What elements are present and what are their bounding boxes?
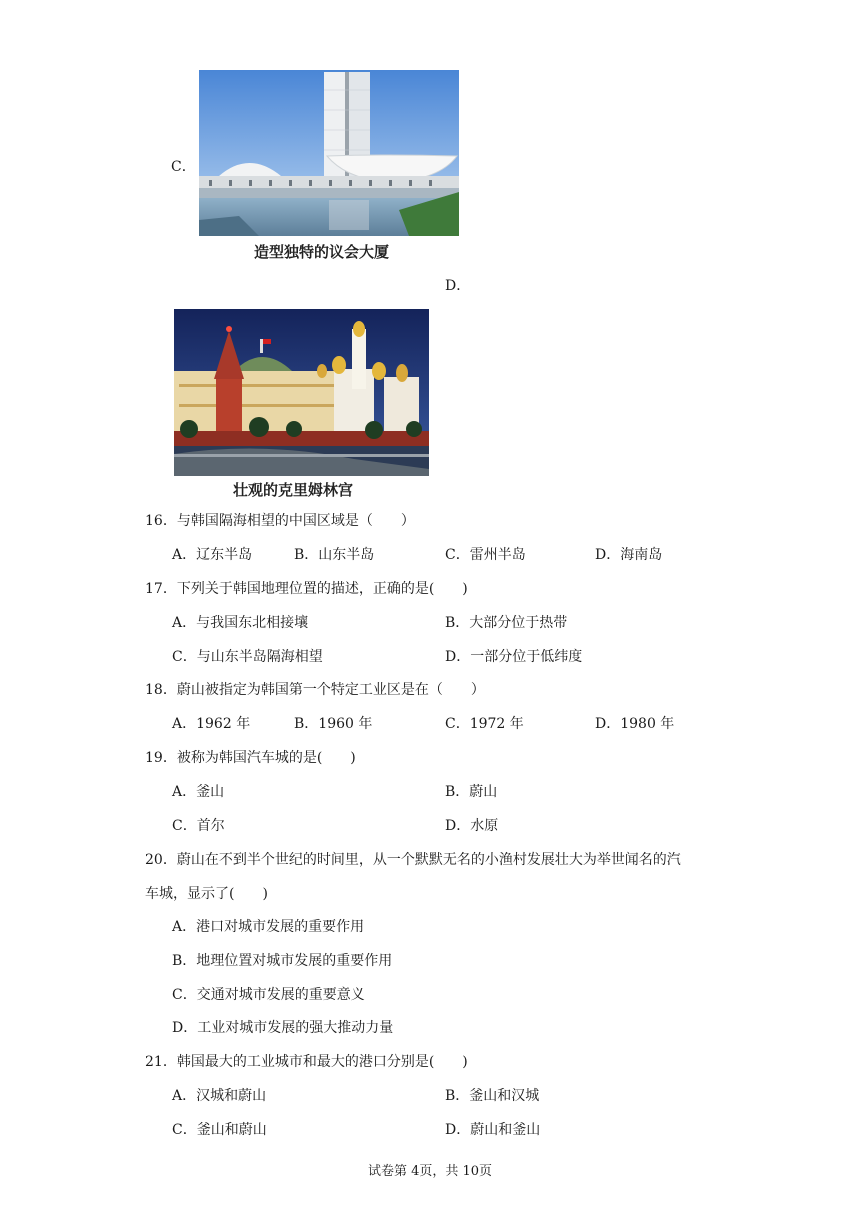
- question-21-option-d[interactable]: D．蔚山和釜山: [445, 1122, 541, 1138]
- question-17-option-b[interactable]: B．大部分位于热带: [445, 615, 568, 631]
- question-21-option-c[interactable]: C．釜山和蔚山: [172, 1122, 267, 1138]
- question-17-option-c[interactable]: C．与山东半岛隔海相望: [172, 649, 323, 665]
- option-c-label: C．: [171, 159, 196, 175]
- question-19-option-d[interactable]: D．水原: [445, 818, 499, 834]
- option-d-caption: 壮观的克里姆林宫: [233, 481, 354, 499]
- question-16-option-d[interactable]: D．海南岛: [595, 547, 663, 563]
- option-d-label: D．: [445, 278, 471, 294]
- question-16-option-b[interactable]: B．山东半岛: [294, 547, 375, 563]
- page-footer: 试卷第 4页，共 10页: [367, 1164, 493, 1179]
- question-19-option-b[interactable]: B．蔚山: [445, 784, 498, 800]
- option-c-caption: 造型独特的议会大厦: [254, 243, 390, 261]
- question-16-option-c[interactable]: C．雷州半岛: [445, 547, 526, 563]
- question-19-option-c[interactable]: C．首尔: [172, 818, 225, 834]
- question-20-option-a[interactable]: A．港口对城市发展的重要作用: [172, 919, 365, 935]
- question-21-option-a[interactable]: A．汉城和蔚山: [172, 1088, 267, 1104]
- question-19-option-a[interactable]: A．釜山: [172, 784, 225, 800]
- question-21-option-b[interactable]: B．釜山和汉城: [445, 1088, 540, 1104]
- question-20-option-c[interactable]: C．交通对城市发展的重要意义: [172, 987, 365, 1003]
- question-21-stem: 21．韩国最大的工业城市和最大的港口分别是( ): [145, 1054, 468, 1070]
- question-16-stem: 16．与韩国隔海相望的中国区域是（ ）: [145, 513, 415, 529]
- kremlin-image: [174, 309, 429, 476]
- question-17-stem: 17．下列关于韩国地理位置的描述，正确的是( ): [145, 581, 468, 597]
- parliament-building-image: [199, 70, 459, 236]
- question-18-option-d[interactable]: D．1980 年: [595, 716, 675, 732]
- question-17-option-a[interactable]: A．与我国东北相接壤: [172, 615, 309, 631]
- question-20-stem-line1: 20．蔚山在不到半个世纪的时间里，从一个默默无名的小渔村发展壮大为举世闻名的汽: [145, 852, 681, 868]
- question-18-option-b[interactable]: B．1960 年: [294, 716, 373, 732]
- question-20-stem-line2: 车城，显示了( ): [145, 886, 268, 902]
- question-20-option-b[interactable]: B．地理位置对城市发展的重要作用: [172, 953, 393, 969]
- question-19-stem: 19．被称为韩国汽车城的是( ): [145, 750, 356, 766]
- question-20-option-d[interactable]: D．工业对城市发展的强大推动力量: [172, 1020, 394, 1036]
- question-18-stem: 18．蔚山被指定为韩国第一个特定工业区是在（ ）: [145, 682, 485, 698]
- question-18-option-c[interactable]: C．1972 年: [445, 716, 524, 732]
- question-17-option-d[interactable]: D．一部分位于低纬度: [445, 649, 583, 665]
- question-18-option-a[interactable]: A．1962 年: [172, 716, 251, 732]
- question-16-option-a[interactable]: A．辽东半岛: [172, 547, 253, 563]
